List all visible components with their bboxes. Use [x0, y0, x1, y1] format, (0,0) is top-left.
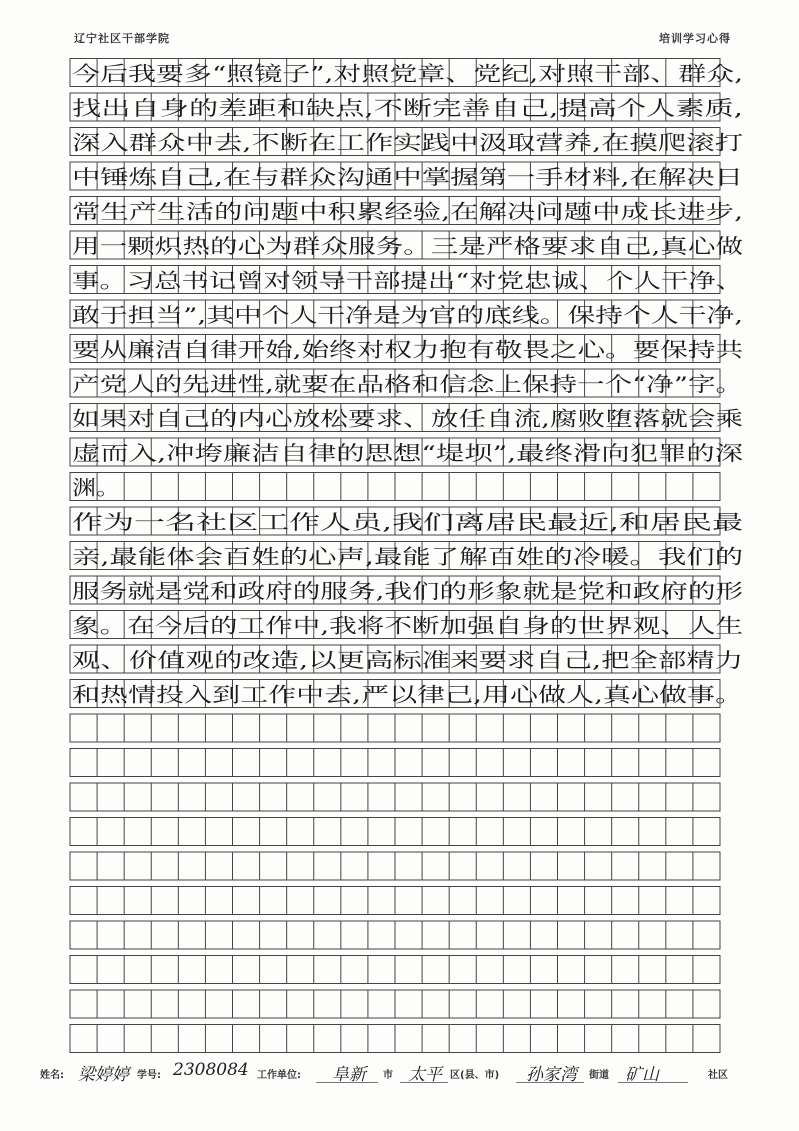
footer-info — [40, 1060, 760, 1086]
community-value: 矿山 — [625, 1065, 659, 1085]
handwritten-line: 渊。 — [72, 475, 121, 500]
community-underline — [618, 1082, 688, 1083]
community-label: 社区 — [708, 1070, 728, 1081]
street-value: 孙家湾 — [526, 1065, 577, 1085]
name-value: 梁婷婷 — [78, 1065, 129, 1085]
handwritten-line: 敢于担当”,其中个人干净是为官的底线。保持个人干净, — [72, 303, 744, 327]
handwritten-line: 要从廉洁自律开始,始终对权力抱有敬畏之心。要保持共 — [72, 337, 744, 362]
handwritten-line: 用一颗炽热的心为群众服务。三是严格要求自己,真心做 — [72, 234, 744, 258]
city-value: 阜新 — [332, 1065, 366, 1085]
city-underline — [316, 1082, 378, 1083]
city-label: 市 — [383, 1070, 393, 1081]
handwritten-line: 象。在今后的工作中,我将不断加强自身的世界观、人生 — [72, 613, 744, 638]
institute-name: 辽宁社区干部学院 — [74, 32, 170, 45]
handwritten-line: 事。习总书记曾对领导干部提出“对党忠诚、个人干净、 — [72, 268, 744, 293]
id-value: 2308084 — [173, 1060, 249, 1080]
handwritten-line: 服务就是党和政府的服务,我们的形象就是党和政府的形 — [72, 579, 744, 603]
handwritten-line: 今后我要多“照镜子”,对照党章、党纪,对照干部、群众, — [72, 61, 744, 86]
handwritten-line: 产党人的先进性,就要在品格和信念上保持一个“净”字。 — [72, 372, 744, 396]
document-type: 培训学习心得 — [659, 32, 731, 45]
handwritten-line: 中锤炼自己,在与群众沟通中掌握第一手材料,在解决日 — [72, 165, 744, 189]
district-label: 区(县、市) — [450, 1070, 500, 1081]
handwritten-line: 虚而入,冲垮廉洁自律的思想“堤坝”,最终滑向犯罪的深 — [72, 441, 744, 465]
handwritten-line: 和热情投入到工作中去,严以律己,用心做人,真心做事。 — [72, 682, 744, 707]
district-underline — [400, 1082, 448, 1083]
handwritten-line: 常生产生活的问题中积累经验,在解决问题中成长进步, — [72, 199, 744, 224]
handwritten-line: 亲,最能体会百姓的心声,最能了解百姓的冷暖。我们的 — [72, 544, 744, 569]
handwritten-line: 如果对自己的内心放松要求、放任自流,腐败堕落就会乘 — [72, 406, 744, 431]
handwritten-line: 观、价值观的改造,以更高标准来要求自己,把全部精力 — [72, 648, 744, 672]
handwritten-line: 深入群众中去,不断在工作实践中汲取营养,在摸爬滚打 — [72, 130, 744, 155]
name-label: 姓名: — [40, 1070, 64, 1081]
unit-label: 工作单位: — [257, 1070, 301, 1081]
handwritten-line: 作为一名社区工作人员,我们离居民最近,和居民最 — [72, 510, 744, 534]
district-value: 太平 — [408, 1065, 442, 1085]
id-label: 学号: — [137, 1070, 161, 1081]
street-underline — [516, 1082, 584, 1083]
street-label: 街道 — [589, 1070, 609, 1081]
handwritten-line: 找出自身的差距和缺点,不断完善自己,提高个人素质, — [72, 96, 744, 120]
